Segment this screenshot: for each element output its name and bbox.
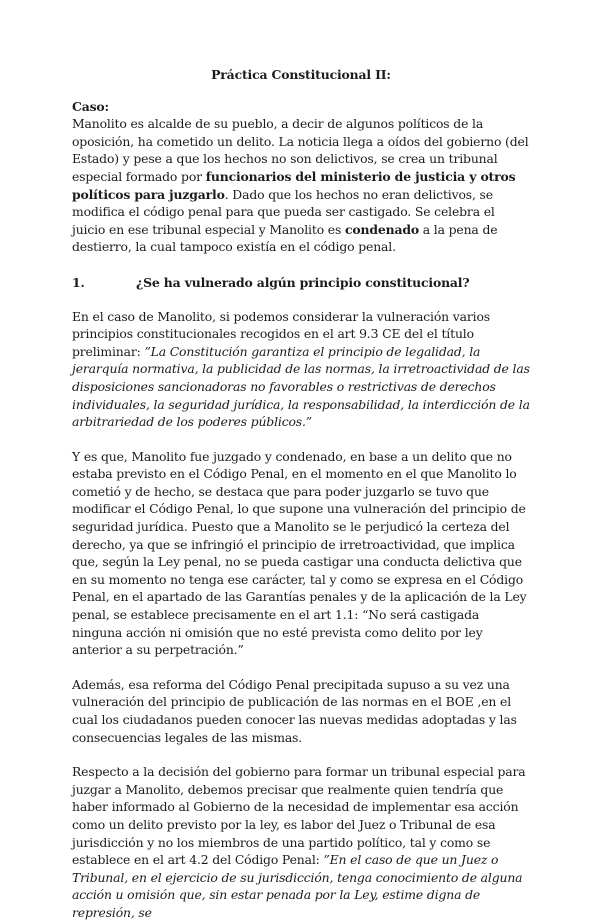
question-text: ¿Se ha vulnerado algún principio constitucional? <box>136 274 470 290</box>
paragraph-4-quote: ”En el caso de que un Juez o Tribunal, en el ejercicio de su jurisdicción, tenga conocimiento de alguna acción u omisión que, sin estar penada por la Ley, estime digna de represión, se <box>72 852 523 920</box>
paragraph-4-text: Respecto a la decisión del gobierno para formar un tribunal especial para juzgar a Manolito, debemos precisar que realmente quien tendría que haber informado al Gobierno de la necesidad de implementar esa acción como un delito previsto por la ley, es labor del Juez o Tribunal de esa jurisdicción y no los miembros de una partido político, tal y como se establece en el art 4.2 del Código Penal: <box>72 764 526 868</box>
caso-paragraph <box>72 115 530 256</box>
caso-text-1: Manolito es alcalde de su pueblo, a decir de algunos políticos de la oposición, ha cometido un delito. La noticia llega a oídos del gobierno (del Estado) y pese a que los hechos no son delictivos, se crea un tribunal especial formado por <box>72 116 529 184</box>
page-title: Práctica Constitucional II: <box>211 67 391 82</box>
paragraph-2: Y es que, Manolito fue juzgado y condenado, en base a un delito que no estaba previsto en el Código Penal, en el momento en el que Manolito lo cometió y de hecho, se destaca que para poder juzgarlo se tuvo que modificar el Código Penal, lo que supone una vulneración del principio de seguridad jurídica. Puesto que a Manolito se le perjudicó la certeza del derecho, ya que se infringió el principio de irretroactividad, que implica que, según la Ley penal, no se pueda castigar una conducta delictiva que en su momento no tenga ese carácter, tal y como se expresa en el Código Penal, en el apartado de las Garantías penales y de la aplicación de la Ley penal, se establece precisamente en el art 1.1: “No será castigada ninguna acción ni omisión que no esté prevista como delito por ley anterior a su perpetración.” <box>72 448 527 658</box>
caso-text-2: . Dado que los hechos no eran delictivos, se modifica el código penal para que pueda ser castigado. Se celebra el juicio en ese tribunal especial y Manolito es <box>72 186 495 237</box>
caso-bold-2: condenado <box>344 221 419 237</box>
paragraph-1-text: En el caso de Manolito, si podemos considerar la vulneración varios principios constitucionales recogidos en el art 9.3 CE del el título preliminar: <box>72 308 490 359</box>
caso-bold-1: funcionarios del ministerio de justicia y otros políticos para juzgarlo <box>72 168 516 202</box>
paragraph-1-quote: ”La Constitución garantiza el principio de legalidad, la jerarquía normativa, la publicidad de las normas, la irretroactividad de las disposiciones sancionadoras no favorables o restrictivas de derechos individuales, la seguridad jurídica, la responsabilidad, la interdicción de la arbitrariedad de los poderes públicos.” <box>72 343 530 430</box>
caso-text-3: a la pena de destierro, la cual tampoco existía en el código penal. <box>72 221 498 255</box>
paragraph-4 <box>72 763 530 921</box>
paragraph-1 <box>72 308 530 431</box>
caso-heading: Caso: <box>72 98 109 114</box>
paragraph-3: Además, esa reforma del Código Penal precipitada supuso a su vez una vulneración del principio de publicación de las normas en el BOE ,en el cual los ciudadanos pueden conocer las nuevas medidas adoptadas y las consecuencias legales de las mismas. <box>72 676 517 745</box>
question-number: 1. <box>72 274 85 290</box>
question-heading <box>72 274 530 292</box>
